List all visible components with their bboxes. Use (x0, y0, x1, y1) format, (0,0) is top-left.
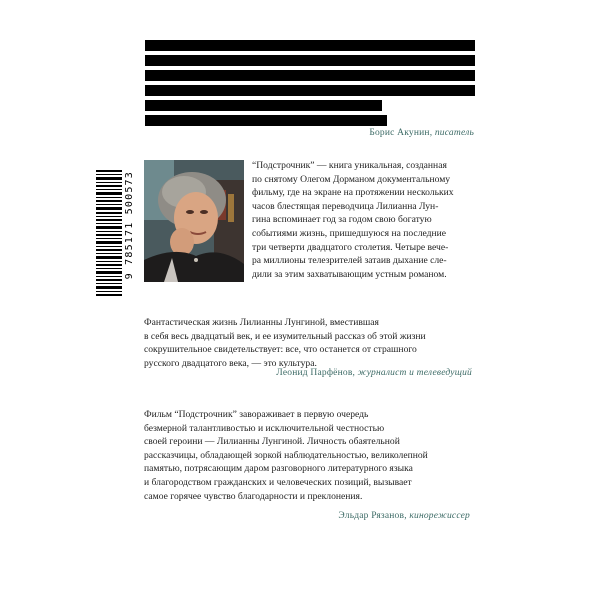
barcode-digits: 9 785171 500573 (124, 171, 135, 280)
text-line: гина вспоминает год за годом свою богатую (252, 214, 432, 226)
text-line: Фантастическая жизнь Лилианны Лунгиной, вместившая (144, 317, 379, 328)
text-line: своей героини — Лилианны Лунгиной. Личность обаятельной (144, 436, 400, 448)
text-line: и благородством гражданских и человеческих позиций, вызывает (144, 476, 412, 488)
text-line: сокрушительное свидетельствует: все, что останется от страшного (144, 344, 417, 356)
quote2-attribution: Леонид Парфёнов, журналист и телеведущий (276, 368, 472, 378)
redaction-bar (145, 70, 475, 81)
barcode-bars (96, 168, 122, 298)
redaction-bar (145, 100, 382, 111)
redaction-bar (145, 40, 475, 51)
author-portrait-photo (144, 160, 244, 282)
redaction-bar (145, 55, 475, 66)
quote2-text (144, 316, 426, 370)
text-line: часов блестящая переводчица Лилианна Лун- (252, 200, 439, 212)
text-line: Фильм “Подстрочник” завораживает в первую очередь (144, 409, 369, 420)
text-line: по снятому Олегом Дорманом документальному (252, 173, 451, 185)
quote3-text (144, 408, 428, 503)
text-line: событиями жизнь, пришедшуюся на последние (252, 227, 447, 239)
quote1-author: Борис Акунин (369, 128, 430, 138)
text-line: дили за этим захватывающим устным романом. (252, 268, 447, 280)
quote2-author: Леонид Парфёнов (276, 368, 353, 378)
quote3-role: кинорежиссер (409, 511, 470, 521)
quote1-role: писатель (434, 128, 474, 138)
text-line: русского двадцатого века, — это культура. (144, 357, 317, 369)
portrait-illustration (144, 160, 244, 282)
text-line: памятью, потрясающим даром разговорного литературного языка (144, 463, 413, 475)
quote2-role: журналист и телеведущий (357, 368, 472, 378)
text-line: самое горячее чувство благодарности и преклонения. (144, 490, 363, 502)
main-description (252, 159, 454, 281)
text-line: ра миллионы телезрителей затаив дыхание сле- (252, 255, 447, 267)
redaction-bar (145, 115, 387, 126)
text-line: фильму, где на экране на протяжении нескольких (252, 187, 454, 199)
isbn-barcode (96, 168, 142, 298)
quote3-attribution: Эльдар Рязанов, кинорежиссер (338, 511, 470, 521)
quote3-author: Эльдар Рязанов (338, 511, 405, 521)
quote1-attribution: Борис Акунин, писатель (369, 128, 474, 138)
redaction-bar (145, 85, 475, 96)
text-line: в себя весь двадцатый век, и ее изумительный рассказ об этой жизни (144, 330, 426, 342)
text-line: три четверти двадцатого столетия. Четыре вече- (252, 241, 449, 253)
text-line: рассказчицы, обладающей зоркой наблюдательностью, великолепной (144, 449, 428, 461)
text-line: “Подстрочник” — книга уникальная, созданная (252, 160, 447, 171)
text-line: безмерной талантливостью и исключительной честностью (144, 422, 385, 434)
